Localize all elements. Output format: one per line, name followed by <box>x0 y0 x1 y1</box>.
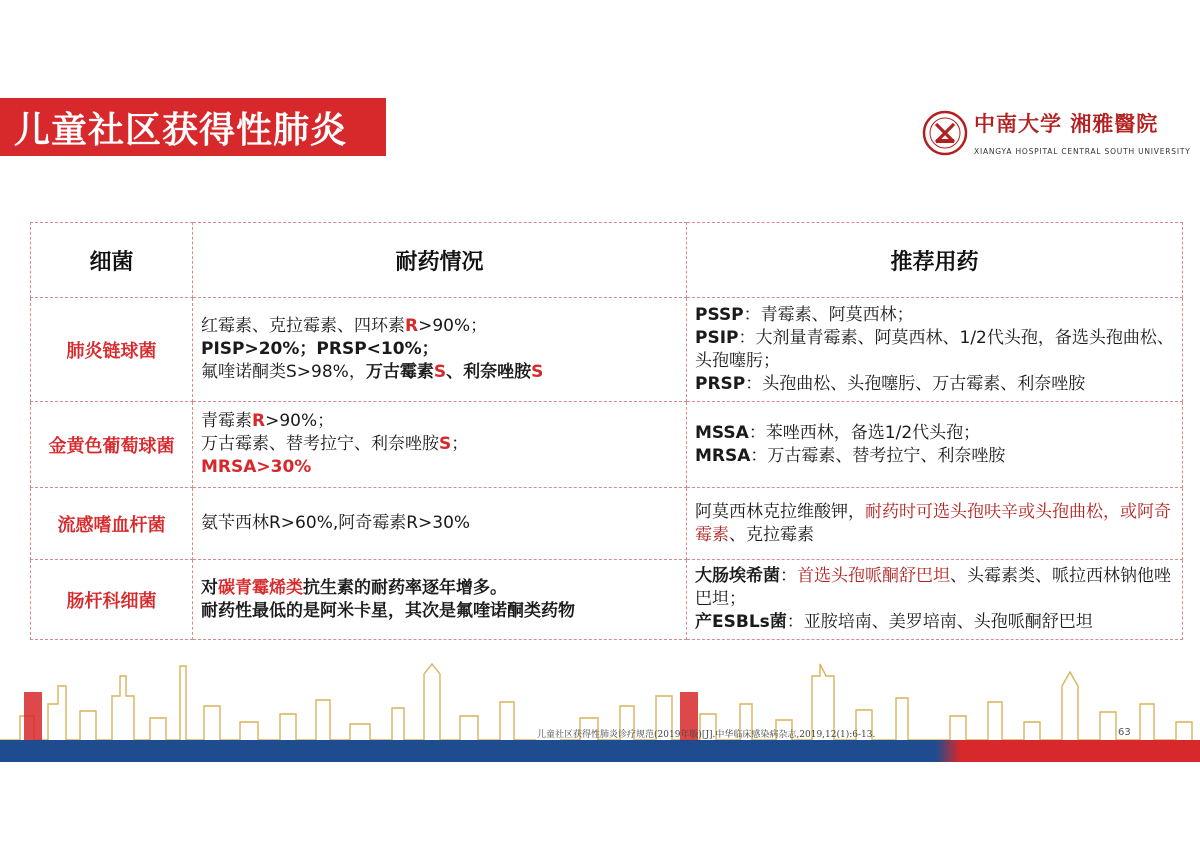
header-recommendation: 推荐用药 <box>687 223 1183 298</box>
resistance-line: 万古霉素、替考拉宁、利奈唑胺S； <box>201 434 469 454</box>
header-bacteria: 细菌 <box>31 223 193 298</box>
resistance-cell <box>193 298 687 402</box>
recommendation-line: MSSA：苯唑西林，备选1/2代头孢； <box>695 422 981 443</box>
page-title: 儿童社区获得性肺炎 <box>14 109 348 151</box>
antibiotic-table <box>30 222 1183 640</box>
recommendation-line: PSSP：青霉素、阿莫西林； <box>695 304 914 325</box>
table-row <box>31 298 1183 402</box>
resistance-cell: 氨苄西林R>60%,阿奇霉素R>30% <box>193 488 687 560</box>
recommendation-line: 大肠埃希菌：首选头孢哌酮舒巴坦、头霉素类、哌拉西林钠他唑巴坦； <box>695 566 1171 609</box>
resistance-cell <box>193 402 687 488</box>
table-row <box>31 560 1183 640</box>
header-resistance: 耐药情况 <box>193 223 687 298</box>
recommendation-line: PSIP：大剂量青霉素、阿莫西林、1/2代头孢，备选头孢曲松、头孢噻肟； <box>695 327 1174 371</box>
title-banner <box>0 98 386 156</box>
bacterium-cell: 肠杆科细菌 <box>31 560 193 640</box>
bacterium-cell: 肺炎链球菌 <box>31 298 193 402</box>
page-number: 63 <box>1118 727 1131 738</box>
footer-band <box>0 740 1200 762</box>
resistance-line: MRSA>30% <box>201 457 312 477</box>
table-row <box>31 488 1183 560</box>
resistance-line: 氟喹诺酮类S>98%，万古霉素S、利奈唑胺S <box>201 362 544 382</box>
bacterium-cell: 金黄色葡萄球菌 <box>31 402 193 488</box>
recommendation-cell <box>687 402 1183 488</box>
resistance-line: 红霉素、克拉霉素、四环素R>90%； <box>201 316 488 336</box>
resistance-line: 对碳青霉烯类抗生素的耐药率逐年增多。 <box>201 577 507 598</box>
recommendation-cell <box>687 298 1183 402</box>
bacterium-cell: 流感嗜血杆菌 <box>31 488 193 560</box>
recommendation-cell <box>687 560 1183 640</box>
hospital-name-cn: 中南大学 湘雅醫院 <box>974 111 1159 136</box>
recommendation-cell: 阿莫西林克拉维酸钾，耐药时可选头孢呋辛或头孢曲松，或阿奇霉素、克拉霉素 <box>687 488 1183 560</box>
recommendation-line: 产ESBLs菌：亚胺培南、美罗培南、头孢哌酮舒巴坦 <box>695 612 1093 632</box>
citation: 儿童社区获得性肺炎诊疗规范(2019年版)[J].中华临床感染病杂志,2019,12(1):6-13. <box>537 730 876 740</box>
hospital-seal-icon <box>922 110 968 156</box>
table-row <box>31 402 1183 488</box>
resistance-line: PISP>20%；PRSP<10%； <box>201 339 439 359</box>
recommendation-line: PRSP：头孢曲松、头孢噻肟、万古霉素、利奈唑胺 <box>695 373 1086 394</box>
table-header-row <box>31 223 1183 298</box>
resistance-line: 耐药性最低的是阿米卡星，其次是氟喹诺酮类药物 <box>201 600 575 621</box>
resistance-line: 青霉素R>90%； <box>201 411 335 431</box>
hospital-logo <box>922 108 1191 160</box>
recommendation-line: MRSA：万古霉素、替考拉宁、利奈唑胺 <box>695 445 1006 466</box>
hospital-name-en: XIANGYA HOSPITAL CENTRAL SOUTH UNIVERSITY <box>974 147 1191 156</box>
resistance-cell <box>193 560 687 640</box>
